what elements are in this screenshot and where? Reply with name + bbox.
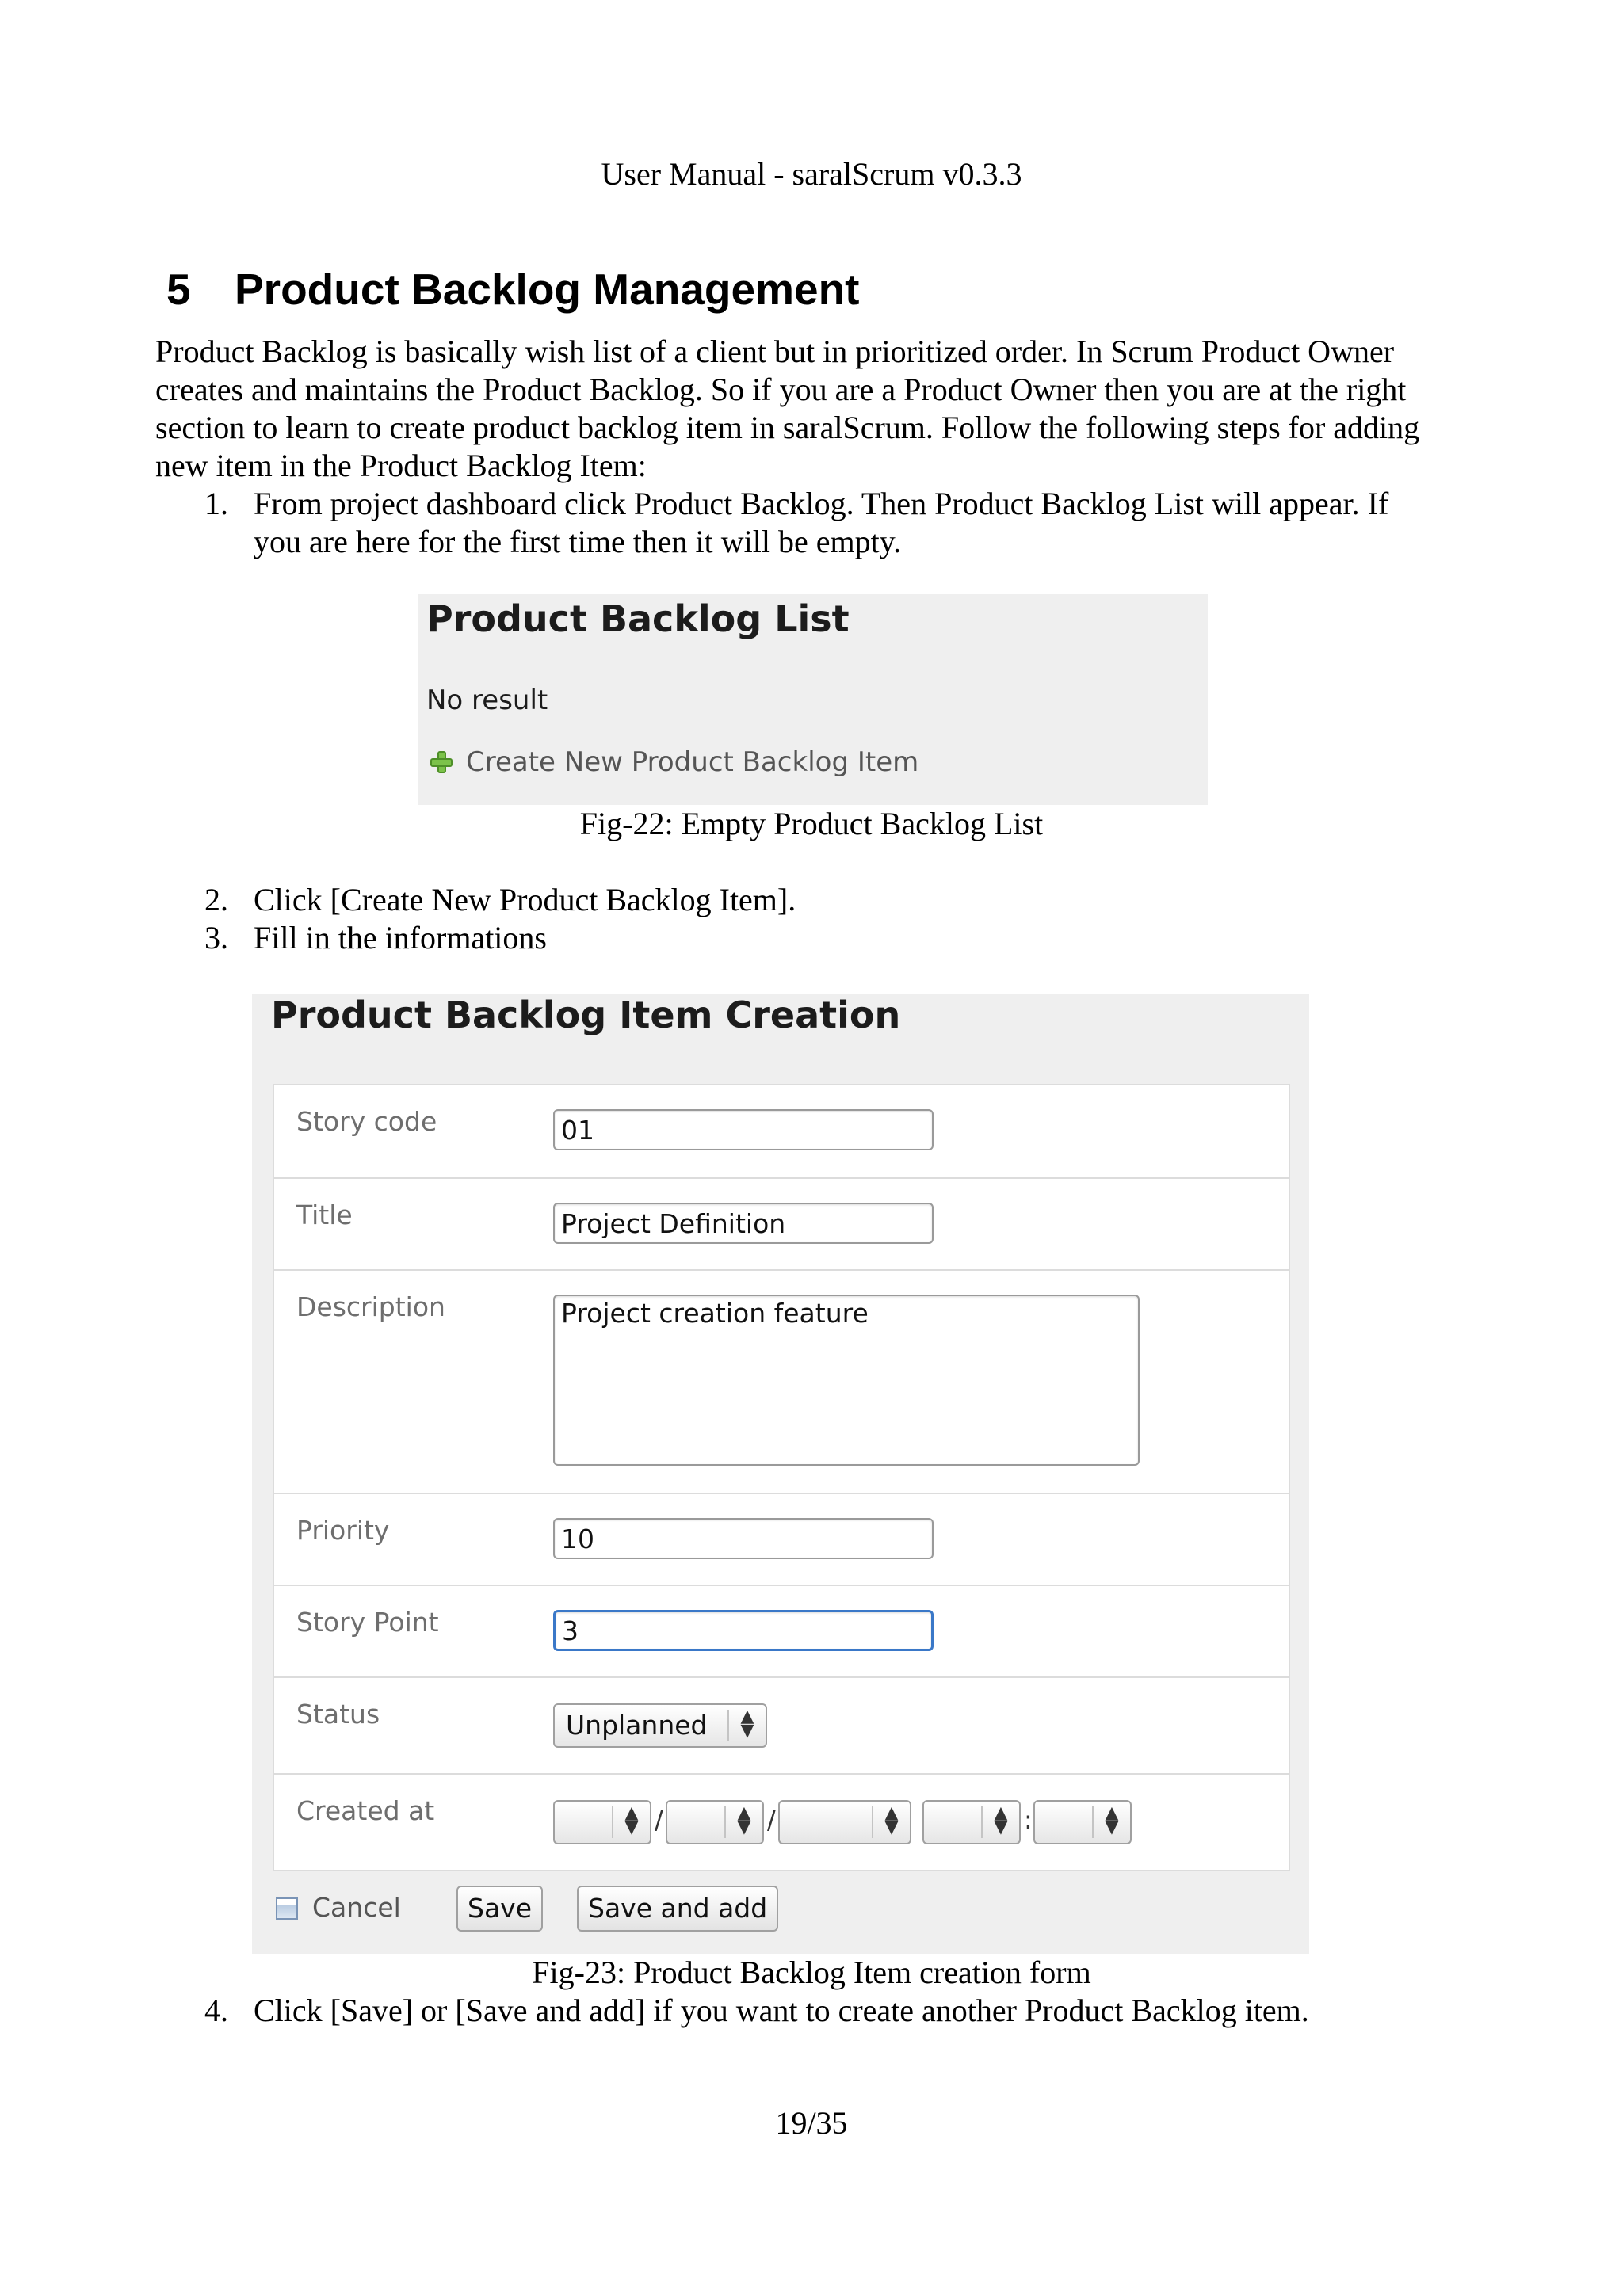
create-link-label: Create New Product Backlog Item (466, 746, 919, 778)
date-separator: / (655, 1805, 663, 1835)
form-title: Product Backlog Item Creation (271, 994, 901, 1036)
created-at-day-select[interactable] (553, 1800, 651, 1844)
field-label: Story Point (296, 1607, 439, 1638)
select-arrows-icon: ▲ ▼ (727, 1710, 766, 1741)
select-arrows-icon: ▲ ▼ (724, 1806, 762, 1838)
intro-line: new item in the Product Backlog Item: (155, 448, 647, 483)
title-input[interactable] (553, 1203, 934, 1244)
cancel-link[interactable] (276, 1892, 401, 1923)
section-title: Product Backlog Management (235, 265, 860, 314)
created-at-row (274, 1773, 1289, 1870)
field-label: Description (296, 1291, 445, 1322)
product-backlog-list-screenshot (418, 594, 1208, 805)
story-code-row (274, 1085, 1289, 1177)
empty-result-text: No result (426, 685, 548, 716)
step-number: 4. (204, 1993, 228, 2028)
description-textarea[interactable] (553, 1295, 1140, 1466)
save-and-add-button[interactable]: Save and add (577, 1886, 778, 1932)
plus-icon (430, 750, 453, 774)
select-arrows-icon: ▲ ▼ (612, 1806, 650, 1838)
created-at-year-select[interactable] (778, 1800, 911, 1844)
title-row (274, 1177, 1289, 1269)
step-text: Click [Save] or [Save and add] if you want to create another Product Backlog item. (254, 1993, 1309, 2028)
time-separator: : (1024, 1805, 1033, 1835)
step-text: Fill in the informations (254, 920, 547, 955)
field-label: Story code (296, 1106, 437, 1137)
backlog-item-creation-screenshot (252, 994, 1309, 1954)
created-at-hour-select[interactable] (922, 1800, 1021, 1844)
panel-title: Product Backlog List (426, 597, 850, 640)
field-label: Title (296, 1199, 353, 1230)
intro-paragraph (155, 333, 1477, 485)
save-button[interactable]: Save (456, 1886, 543, 1932)
field-label: Status (296, 1699, 380, 1730)
create-backlog-item-link[interactable] (430, 746, 918, 778)
field-label: Created at (296, 1795, 435, 1826)
status-select[interactable] (553, 1703, 767, 1748)
cancel-label: Cancel (312, 1892, 401, 1923)
section-heading (166, 263, 859, 315)
figure-caption: Fig-23: Product Backlog Item creation form (532, 1955, 1091, 1990)
select-arrows-icon: ▲ ▼ (981, 1806, 1019, 1838)
step-text: you are here for the first time then it will be empty. (254, 524, 902, 559)
story-code-input[interactable] (553, 1109, 934, 1150)
created-at-month-select[interactable] (666, 1800, 764, 1844)
priority-row (274, 1493, 1289, 1585)
figure-caption: Fig-22: Empty Product Backlog List (579, 806, 1044, 841)
step-text: Click [Create New Product Backlog Item]. (254, 882, 796, 917)
section-number: 5 (166, 265, 191, 314)
step-number: 3. (204, 920, 228, 955)
status-selected-value: Unplanned (566, 1710, 708, 1741)
field-label: Priority (296, 1515, 390, 1546)
select-arrows-icon: ▲ ▼ (872, 1806, 910, 1838)
document-header: User Manual - saralScrum v0.3.3 (601, 156, 1022, 192)
description-row (274, 1269, 1289, 1493)
created-at-minute-select[interactable] (1033, 1800, 1132, 1844)
intro-line: Product Backlog is basically wish list of a client but in prioritized order. In Scrum Product Owner (155, 334, 1395, 369)
list-icon (276, 1897, 298, 1920)
date-separator: / (767, 1805, 776, 1835)
intro-line: section to learn to create product backlog item in saralScrum. Follow the following steps for adding (155, 410, 1420, 445)
step-number: 2. (204, 882, 228, 917)
status-row (274, 1676, 1289, 1773)
form-actions (273, 1881, 1290, 1936)
intro-line: creates and maintains the Product Backlog. So if you are a Product Owner then you are at the right (155, 372, 1407, 407)
story-point-input[interactable] (553, 1610, 934, 1651)
step-text: From project dashboard click Product Backlog. Then Product Backlog List will appear. If (254, 486, 1389, 521)
step-number: 1. (204, 486, 228, 521)
creation-form (273, 1084, 1290, 1871)
priority-input[interactable] (553, 1518, 934, 1559)
page-number: 19/35 (775, 2105, 848, 2141)
select-arrows-icon: ▲ ▼ (1092, 1806, 1130, 1838)
story-point-row (274, 1585, 1289, 1676)
